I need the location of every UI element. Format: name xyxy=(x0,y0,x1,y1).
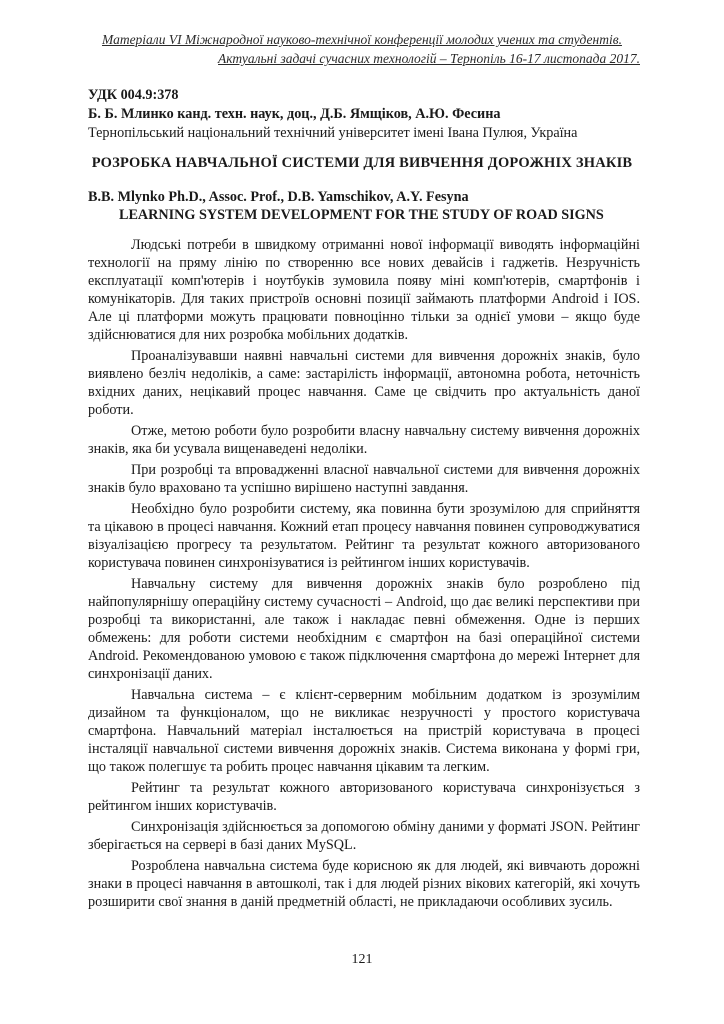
paragraph: Розроблена навчальна система буде корисною як для людей, які вивчають дорожні знаки в процесі навчання в автошколі, так і для людей різних вікових категорій, які хочуть розширити свої знання в даній предметній області, не прикладаючи особливих зусиль. xyxy=(88,858,640,910)
article-meta xyxy=(88,86,648,143)
authors-ua: Б. Б. Млинко канд. техн. наук, доц., Д.Б. Ямщіков, А.Ю. Фесина xyxy=(88,106,501,122)
conference-header xyxy=(84,30,640,68)
english-block xyxy=(88,188,648,224)
authors-en: B.B. Mlynko Ph.D., Assoc. Prof., D.B. Yamschikov, A.Y. Fesyna xyxy=(88,189,469,205)
paragraph: Рейтинг та результат кожного авторизованого користувача синхронізується з рейтингом інших користувачів. xyxy=(88,780,640,814)
article-title-ua: РОЗРОБКА НАВЧАЛЬНОЇ СИСТЕМИ ДЛЯ ВИВЧЕННЯ ДОРОЖНІХ ЗНАКІВ xyxy=(91,155,633,171)
page-number: 121 xyxy=(351,952,373,967)
paragraph: Отже, метою роботи було розробити власну навчальну систему вивчення дорожніх знаків, яка би усувала вищенаведені недоліки. xyxy=(88,423,640,457)
paragraph: Навчальна система – є клієнт-серверним мобільним додатком із зрозумілим дизайном та функціоналом, що не викликає незручності у простого користувача смартфона. Навчальний матеріал інсталюється на пристрій користувача в процесі інсталяції навчальної системи вивчення дорожніх знаків. Система виконана у формі гри, що також полегшує та робить процес навчання цікавим та легким. xyxy=(88,687,640,775)
paragraph: Навчальну систему для вивчення дорожніх знаків було розроблено під найпопулярнішу операційну систему сучасності – Android, що дає великі перспективи при розробці та використанні, але також і накладає певні обмеження. Одне із перших обмежень: для роботи системи необхідним є смартфон на базі операційної системи Android. Рекомендованою умовою є також підключення смартфона до мережі Інтернет для синхронізації даних. xyxy=(88,576,640,682)
udk-code: УДК 004.9:378 xyxy=(88,87,179,103)
article-body xyxy=(88,236,640,914)
affiliation: Тернопільський національний технічний університет імені Івана Пулюя, Україна xyxy=(88,125,578,141)
header-line-1: Матеріали VI Міжнародної науково-технічної конференції молодих учених та студентів. xyxy=(102,32,622,47)
header-line-2: Актуальні задачі сучасних технологій – Тернопіль 16-17 листопада 2017. xyxy=(218,51,640,66)
paragraph: При розробці та впровадженні власної навчальної системи для вивчення дорожніх знаків було враховано та успішно вирішено наступні завдання. xyxy=(88,462,640,496)
paragraph: Людські потреби в швидкому отриманні нової інформації виводять інформаційні технології на пряму лінію по створенню все нових девайсів і гаджетів. Незручність експлуатації комп'ютерів і ноутбуків зумовила появу міні комп'ютерів, смартфонів і комунікаторів. Для таких пристроїв основні позиції займають платформи Android і IOS. Але ці платформи можуть працювати повноцінно тільки за однієї умови – якщо буде здійснюватися для них розробка мобільних додатків. xyxy=(88,237,640,343)
article-title-en: LEARNING SYSTEM DEVELOPMENT FOR THE STUDY OF ROAD SIGNS xyxy=(119,207,604,223)
paragraph: Необхідно було розробити систему, яка повинна бути зрозумілою для сприйняття та цікавою в процесі навчання. Кожний етап процесу навчання повинен супроводжуватися візуалізацією прогресу та результатом. Рейтинг та результат кожного авторизованого користувача повинен синхронізуватися із рейтингом інших користувачів. xyxy=(88,501,640,571)
paragraph: Проаналізувавши наявні навчальні системи для вивчення дорожніх знаків, було виявлено безліч недоліків, а саме: застарілість інформації, автономна робота, неточність вхідних даних, нецікавий процес навчання. Саме це свідчить про актуальність даної роботи. xyxy=(88,348,640,418)
paragraph: Синхронізація здійснюється за допомогою обміну даними у форматі JSON. Рейтинг зберігається на сервері в базі даних MySQL. xyxy=(88,819,640,853)
